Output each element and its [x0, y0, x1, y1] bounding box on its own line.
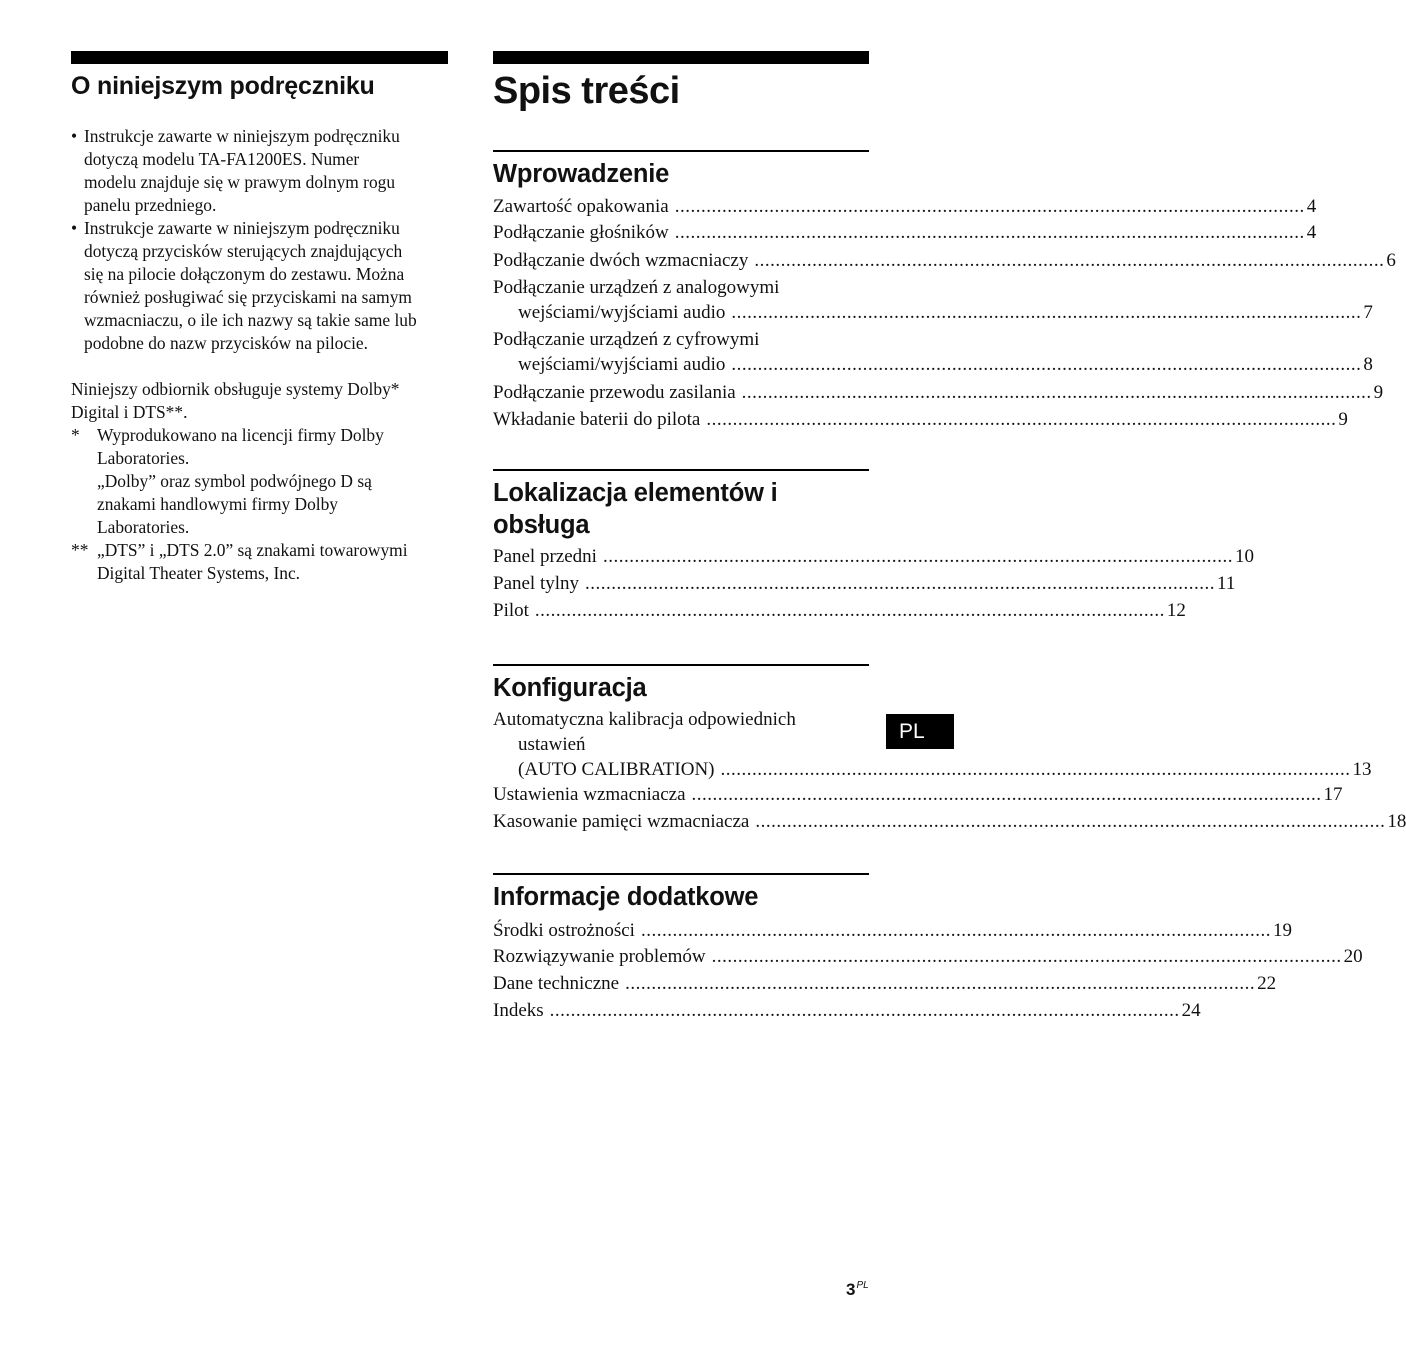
toc-entry-text: Pilot	[493, 600, 529, 621]
footnote-mark: *	[71, 425, 80, 445]
toc-section-additional-information	[493, 873, 1363, 1024]
toc-entry-last-line	[493, 300, 1373, 325]
toc-entry-text: Podłączanie głośników	[493, 222, 669, 243]
page-number-suffix: PL	[856, 1280, 869, 1292]
toc-entry-text: Panel przedni	[493, 546, 597, 567]
language-tab: PL	[886, 714, 954, 749]
toc-entry-page: 19	[1272, 920, 1292, 941]
toc-entry-text: Kasowanie pamięci wzmacniacza	[493, 811, 750, 832]
section-title: Informacje dodatkowe	[493, 883, 759, 911]
bullet-line: dotyczą przycisków sterujących znajdujących	[84, 241, 403, 261]
dot-leader: ........................................................................................................................	[755, 811, 1386, 832]
toc-entry-text: Środki ostrożności	[493, 920, 635, 941]
dot-leader: ........................................................................................................................	[711, 946, 1342, 967]
toc-entry-page: 20	[1343, 946, 1363, 967]
footnote-dts	[71, 539, 448, 585]
toc-entry-page: 7	[1363, 302, 1373, 323]
dot-leader: ........................................................................................................................	[625, 973, 1256, 994]
paragraph-line: Digital i DTS**.	[71, 402, 188, 422]
bullet-line: panelu przedniego.	[84, 195, 217, 215]
toc-entry-page: 10	[1234, 546, 1254, 567]
toc-entry-text: Ustawienia wzmacniacza	[493, 784, 686, 805]
dot-leader: ........................................................................................................................	[691, 784, 1322, 805]
toc-entry-multiline[interactable]	[493, 275, 1373, 325]
bullet-item	[71, 125, 448, 217]
dot-leader: ........................................................................................................................	[534, 600, 1165, 621]
section-rule	[493, 873, 869, 875]
footnote-line: Wyprodukowano na licencji firmy Dolby	[97, 425, 384, 445]
toc-entry-line: Automatyczna kalibracja odpowiednich	[493, 709, 796, 730]
footnote-mark: **	[71, 540, 89, 560]
toc-entry-page: 24	[1181, 1000, 1201, 1021]
toc-entry-page: 13	[1352, 759, 1372, 780]
toc-entry-text: Podłączanie dwóch wzmacniaczy	[493, 250, 749, 271]
toc-section-parts-and-controls	[493, 469, 1254, 624]
footnote-line: Digital Theater Systems, Inc.	[97, 563, 301, 583]
toc-entry-text: wejściami/wyjściami audio	[518, 354, 726, 375]
footnote-line: „Dolby” oraz symbol podwójnego D są	[97, 471, 372, 491]
toc-entry[interactable]	[493, 944, 1363, 970]
toc-entry-page: 11	[1217, 573, 1236, 594]
bullet-mark: •	[71, 218, 78, 238]
dot-leader: ........................................................................................................................	[731, 302, 1362, 323]
toc-entry-line: Podłączanie urządzeń z cyfrowymi	[493, 329, 760, 350]
dot-leader: ........................................................................................................................	[549, 1000, 1180, 1021]
dot-leader: ........................................................................................................................	[602, 546, 1233, 567]
bullet-line: wzmacniaczu, o ile ich nazwy są takie same lub	[84, 310, 417, 330]
page-number	[846, 1280, 869, 1300]
section-rule	[493, 150, 869, 152]
footnote-dolby	[71, 424, 448, 539]
dot-leader: ........................................................................................................................	[640, 920, 1271, 941]
toc-entry-line: ustawień	[518, 734, 586, 755]
toc-entry[interactable]	[493, 970, 1277, 997]
toc-entry-page: 12	[1166, 600, 1186, 621]
toc-entry-page: 6	[1386, 250, 1396, 271]
bullet-line: modelu znajduje się w prawym dolnym rogu	[84, 172, 396, 192]
about-manual-column	[71, 51, 448, 585]
toc-entry-text: Podłączanie przewodu zasilania	[493, 382, 736, 403]
dot-leader: ........................................................................................................................	[706, 409, 1337, 430]
bullet-line: się na pilocie dołączonym do zestawu. Można	[84, 264, 405, 284]
right-top-bar	[493, 51, 869, 64]
about-manual-heading: O niniejszym podręczniku	[71, 72, 375, 100]
bullet-list	[71, 125, 448, 355]
toc-entry-text: Wkładanie baterii do pilota	[493, 409, 701, 430]
toc-entry[interactable]	[493, 918, 1292, 944]
toc-entry-text: (AUTO CALIBRATION)	[518, 759, 715, 780]
toc-entry-last-line	[493, 757, 1372, 782]
paragraph-line: Niniejszy odbiornik obsługuje systemy Dolby*	[71, 379, 400, 399]
dot-leader: ........................................................................................................................	[720, 759, 1351, 780]
toc-entry-text: Panel tylny	[493, 573, 580, 594]
bullet-mark: •	[71, 126, 78, 146]
section-title: Wprowadzenie	[493, 160, 670, 188]
dolby-dts-paragraph	[71, 378, 448, 424]
section-title-line: Lokalizacja elementów i	[493, 479, 778, 507]
toc-entry-line: Podłączanie urządzeń z analogowymi	[493, 277, 780, 298]
section-title-line: obsługa	[493, 511, 590, 539]
page-number-value: 3	[846, 1280, 856, 1299]
section-title	[493, 477, 869, 541]
toc-entry[interactable]	[493, 997, 1201, 1024]
bullet-item	[71, 217, 448, 355]
toc-entry-page: 4	[1306, 196, 1317, 217]
section-title: Konfiguracja	[493, 674, 647, 702]
toc-entry[interactable]	[493, 597, 1186, 624]
section-rule	[493, 469, 869, 471]
toc-entry[interactable]	[493, 220, 1317, 246]
toc-entry-page: 9	[1373, 382, 1384, 403]
toc-entry-page: 8	[1363, 354, 1373, 375]
toc-entry-text: Rozwiązywanie problemów	[493, 946, 706, 967]
footnote-line: znakami handlowymi firmy Dolby	[97, 494, 339, 514]
toc-entry-text: Indeks	[493, 1000, 544, 1021]
left-top-bar	[71, 51, 448, 64]
toc-title: Spis treści	[493, 70, 680, 112]
dot-leader: ........................................................................................................................	[754, 250, 1385, 271]
toc-entry[interactable]	[493, 782, 1343, 808]
toc-entry-page: 4	[1306, 222, 1317, 243]
toc-entry[interactable]	[493, 808, 1406, 835]
bullet-line: podobne do nazw przycisków na pilocie.	[84, 333, 368, 353]
footnotes	[71, 424, 448, 585]
toc-entry[interactable]	[493, 406, 1348, 433]
bullet-line: Instrukcje zawarte w niniejszym podręczniku	[84, 126, 400, 146]
toc-entry[interactable]	[493, 248, 1396, 274]
dot-leader: ........................................................................................................................	[585, 573, 1216, 594]
dot-leader: ........................................................................................................................	[674, 222, 1305, 243]
toc-entry-text: Zawartość opakowania	[493, 196, 669, 217]
toc-section-introduction	[493, 150, 1396, 433]
toc-entry-last-line	[493, 352, 1373, 377]
dot-leader: ........................................................................................................................	[741, 382, 1372, 403]
toc-entry[interactable]	[493, 379, 1384, 406]
dot-leader: ........................................................................................................................	[674, 196, 1305, 217]
footnote-line: Laboratories.	[97, 448, 190, 468]
toc-entry-page: 9	[1338, 409, 1348, 430]
bullet-line: dotyczą modelu TA-FA1200ES. Numer	[84, 149, 360, 169]
toc-entry-page: 22	[1257, 973, 1277, 994]
toc-entry-multiline[interactable]	[493, 327, 1373, 377]
toc-entry-text: wejściami/wyjściami audio	[518, 302, 726, 323]
section-rule	[493, 664, 869, 666]
toc-entry-page: 17	[1323, 784, 1343, 805]
toc-entry[interactable]	[493, 194, 1317, 220]
toc-entry[interactable]	[493, 543, 1254, 570]
bullet-line: Instrukcje zawarte w niniejszym podręczniku	[84, 218, 400, 238]
footnote-line: Laboratories.	[97, 517, 190, 537]
dot-leader: ........................................................................................................................	[731, 354, 1362, 375]
toc-entry-text: Dane techniczne	[493, 973, 620, 994]
toc-entry[interactable]	[493, 570, 1236, 597]
toc-entry-page: 18	[1387, 811, 1406, 832]
footnote-line: „DTS” i „DTS 2.0” są znakami towarowymi	[97, 540, 408, 560]
bullet-line: również posługiwać się przyciskami na samym	[84, 287, 412, 307]
